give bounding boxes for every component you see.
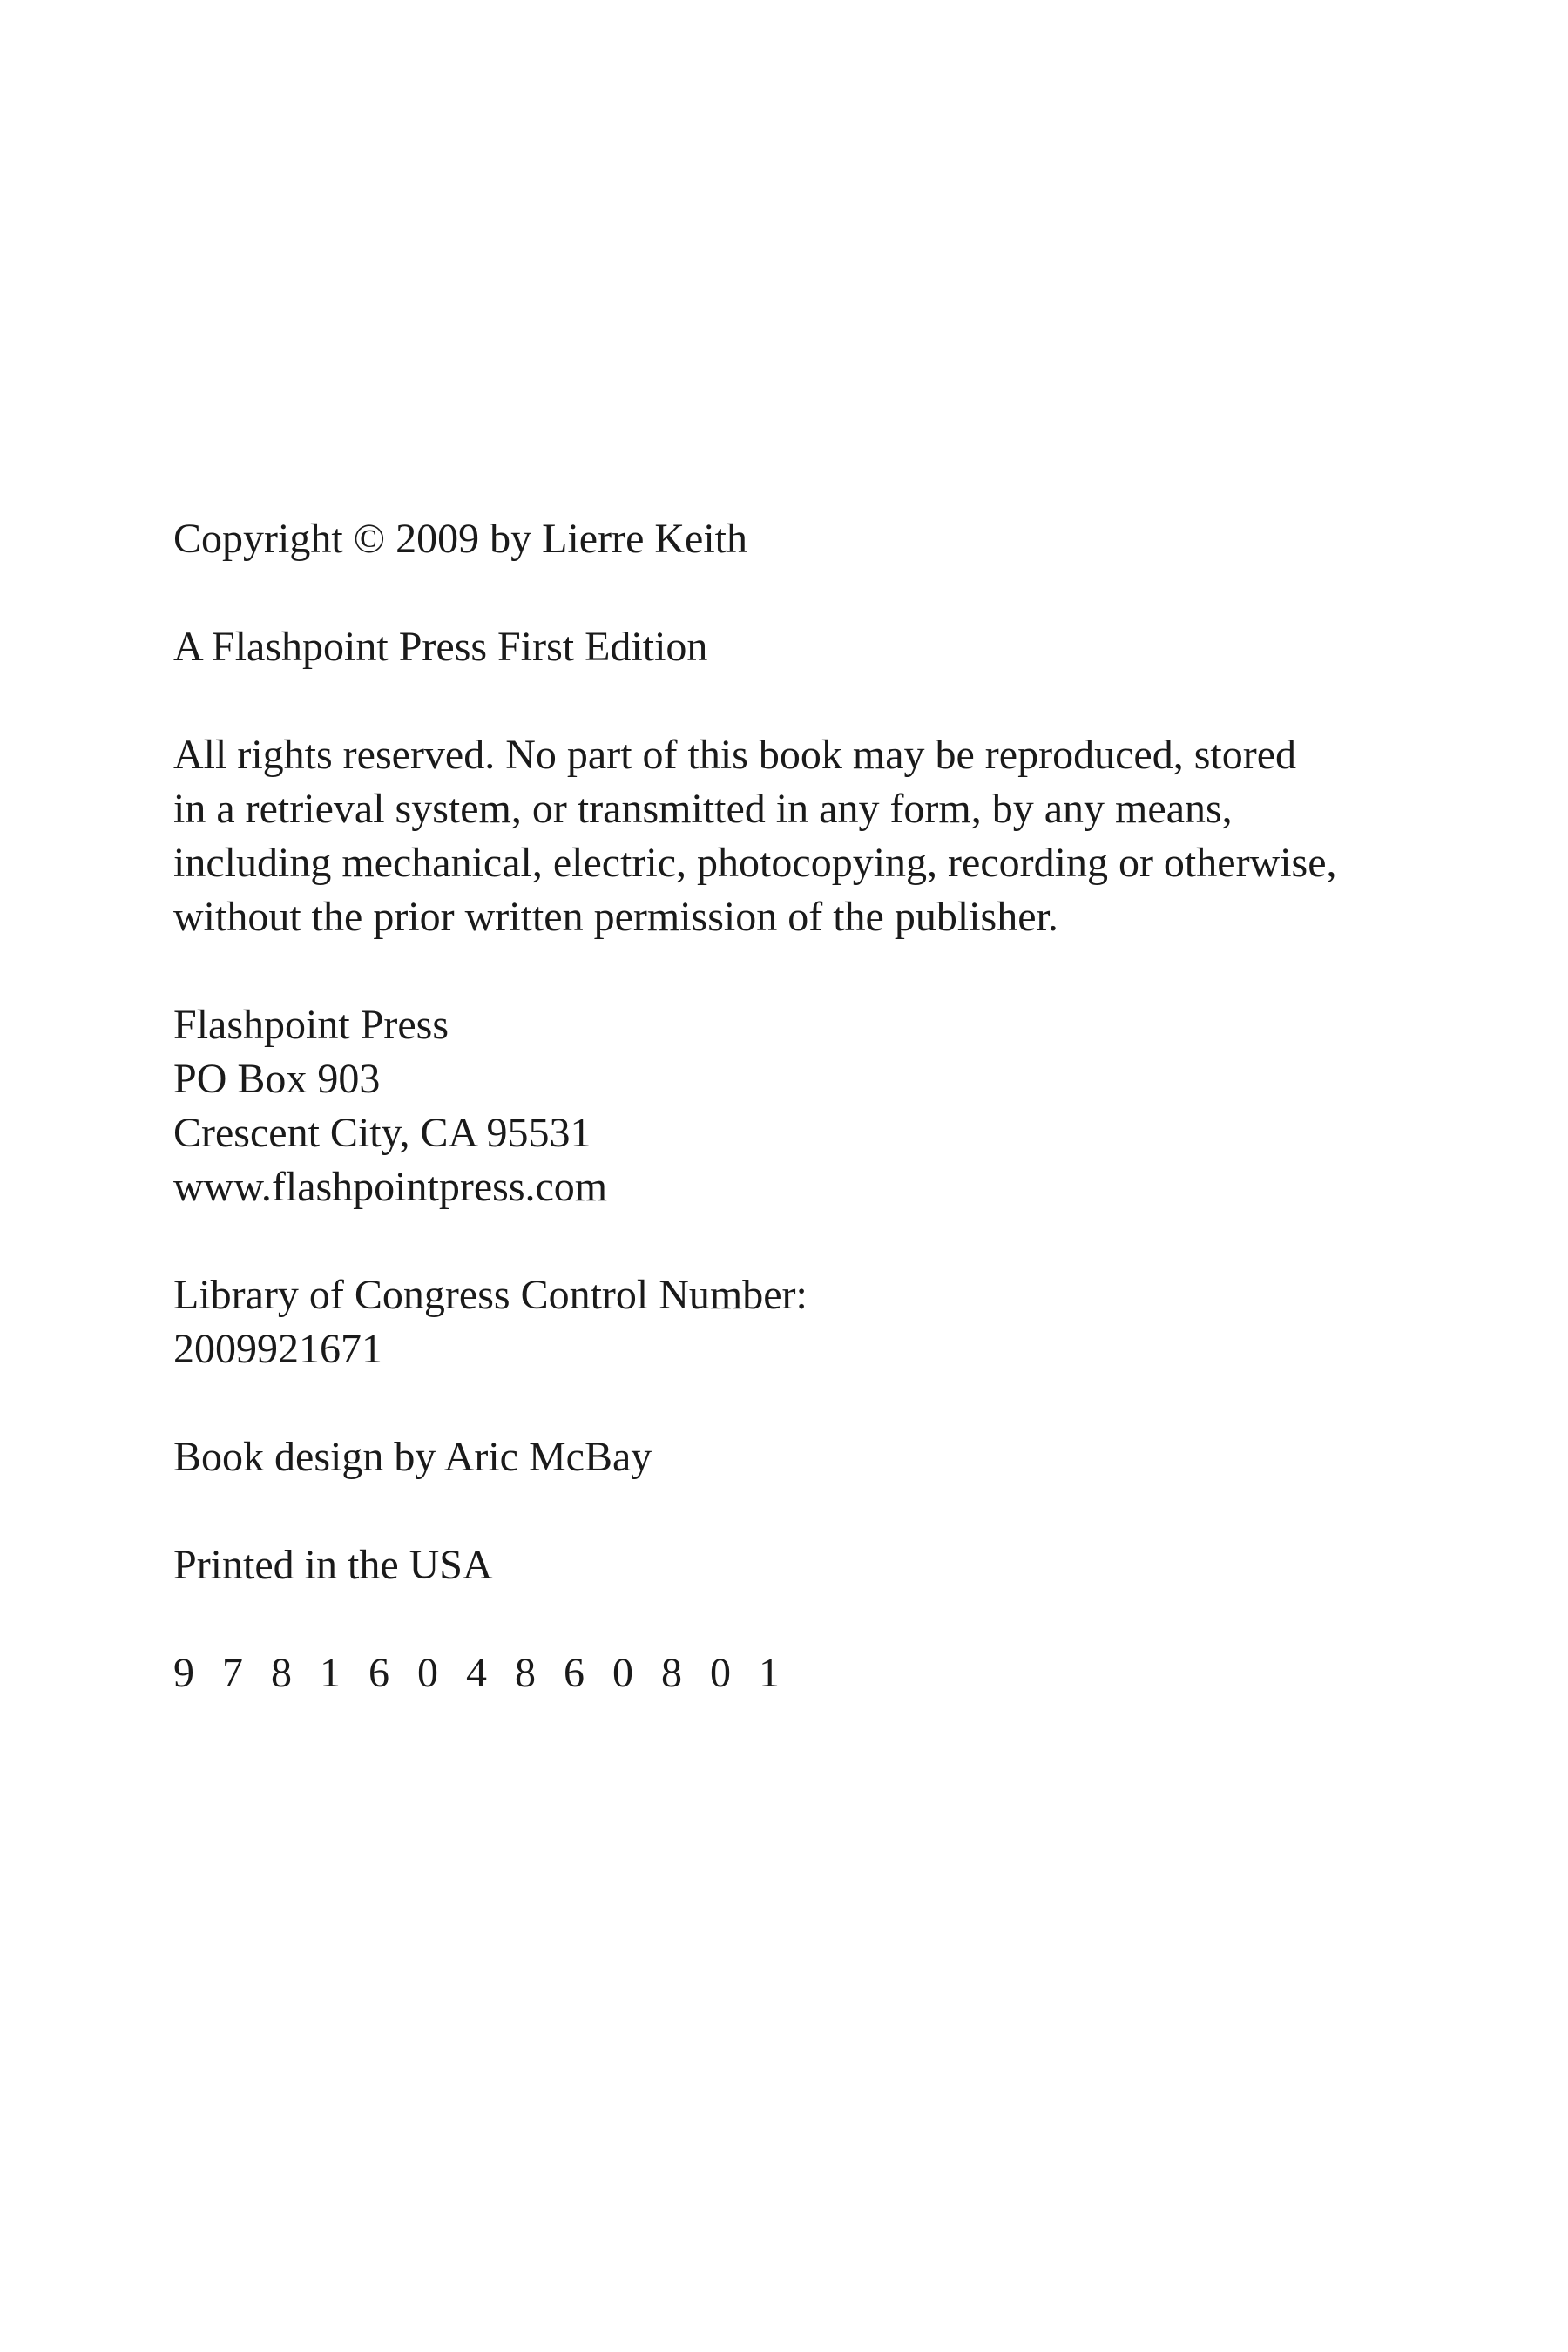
rights-line: in a retrieval system, or transmitted in any form, by any means, <box>173 786 1233 832</box>
isbn-block <box>173 1646 1436 1700</box>
copyright-notice: Copyright © 2009 by Lierre Keith <box>173 516 748 562</box>
printed-block <box>173 1538 1436 1592</box>
rights-statement <box>173 728 1436 944</box>
lccn-block <box>173 1268 1436 1376</box>
isbn-number: 9 7 8 1 6 0 4 8 6 0 8 0 1 <box>173 1650 788 1696</box>
copyright-block <box>173 512 1436 566</box>
publisher-city: Crescent City, CA 95531 <box>173 1110 591 1156</box>
copyright-page-content <box>173 512 1436 1754</box>
design-credit: Book design by Aric McBay <box>173 1434 652 1480</box>
publisher-po-box: PO Box 903 <box>173 1056 381 1102</box>
publisher-name: Flashpoint Press <box>173 1002 449 1048</box>
printed-location: Printed in the USA <box>173 1542 493 1588</box>
publisher-address <box>173 998 1436 1214</box>
publisher-website: www.flashpointpress.com <box>173 1164 608 1210</box>
rights-line: including mechanical, electric, photocopying, recording or otherwise, <box>173 840 1337 886</box>
edition-statement: A Flashpoint Press First Edition <box>173 624 708 670</box>
rights-line: All rights reserved. No part of this book may be reproduced, stored <box>173 732 1296 778</box>
lccn-label: Library of Congress Control Number: <box>173 1272 808 1318</box>
lccn-number: 2009921671 <box>173 1326 382 1372</box>
rights-line: without the prior written permission of the publisher. <box>173 894 1058 940</box>
edition-block <box>173 620 1436 674</box>
design-credit-block <box>173 1430 1436 1484</box>
